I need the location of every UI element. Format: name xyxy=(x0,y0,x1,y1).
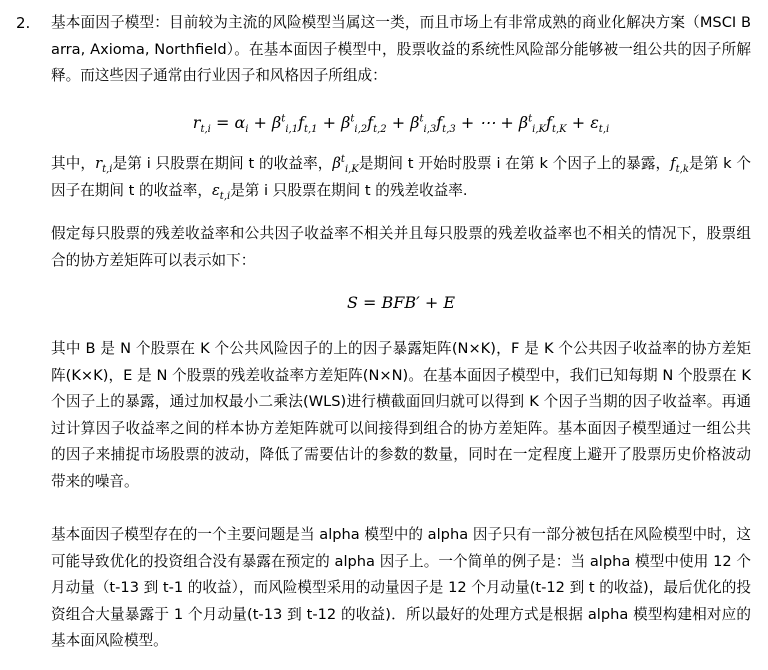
equation-covariance: S = BFB′ + E xyxy=(346,293,456,312)
definition-text-4: 是第 k 个因子在期间 t 的收益率， xyxy=(51,155,751,199)
paragraph-fundamental-model-intro: 基本面因子模型：目前较为主流的风险模型当属这一类，而且市场上有非常成熟的商业化解决方案（MSCI Barra, Axioma, Northfield）。在基本面因子模型中，股票收益的系统性风险部分能够被一组公共的因子所解释。而这些因子通常由行业因子和风格因子所组成： xyxy=(51,14,751,85)
equation-factor-model-text: $r_{t,i} = \alpha_i + \beta^t_{i,1}f_{t,1} + \beta^t_{i,2}f_{t,2} + \beta^t_{i,3}f_{t,3}$ + ⋯ + $\beta^t_{i,K}f_{t,K} + \varepsilon_{t,i}$ xyxy=(192,113,610,136)
symbol-r: $r_{t,i}$ xyxy=(95,155,113,175)
paragraph-variable-definitions xyxy=(51,151,751,204)
symbol-epsilon: $\varepsilon_{t,i}$ xyxy=(211,181,231,202)
paragraph-matrix-explanation: 其中 B 是 N 个股票在 K 个公共风险因子的上的因子暴露矩阵(N×K)，F 是 K 个公共因子收益率的协方差矩阵(K×K)，E 是 N 个股票的残差收益率方差矩阵(N×N)。在基本面因子模型中，我们已知每期 N 个股票在 K 个因子上的暴露，通过加权最小二乘法(WLS)进行横截面回归就可以得到 K 个因子当期的因子收益率。再通过计算因子收益率之间的样本协方差矩阵就可以间接得到组合的协方差矩阵。基本面因子模型通过一组公共的因子来捕捉市场股票的波动，降低了需要估计的参数的数量，同时在一定程度上避开了股票历史价格波动带来的噪音。 xyxy=(51,340,751,490)
definition-text-1: 其中， xyxy=(51,155,96,172)
equation-factor-model xyxy=(51,113,751,136)
definition-text-2: 是第 i 只股票在期间 t 的收益率， xyxy=(112,155,333,172)
paragraph-alpha-problem: 基本面因子模型存在的一个主要问题是当 alpha 模型中的 alpha 因子只有一部分被包括在风险模型中时，这可能导致优化的投资组合没有暴露在预定的 alpha 因子上。一个简单的例子是：当 alpha 模型中使用 12 个月动量（t-13 到 t-1 的收益），而风险模型采用的动量因子是 12 个月动量(t-12 到 t 的收益)，最后优化的投资组合大量暴露于 1 个月动量(t-13 到 t-12 的收益)．所以最好的处理方式是根据 alpha 模型构建相对应的基本面风险模型。 xyxy=(51,526,751,650)
paragraph-covariance-assumption: 假定每只股票的残差收益率和公共因子收益率不相关并且每只股票的残差收益率也不相关的情况下，股票组合的协方差矩阵可以表示如下： xyxy=(51,225,751,269)
item-number: 2. xyxy=(16,14,31,32)
symbol-beta: $\beta^t_{i,K}$ xyxy=(332,154,359,175)
symbol-f: $f_{t,k}$ xyxy=(670,155,689,175)
definition-text-3: 是期间 t 开始时股票 i 在第 k 个因子上的暴露， xyxy=(358,155,671,172)
definition-text-5: 是第 i 只股票在期间 t 的残差收益率. xyxy=(230,181,468,199)
